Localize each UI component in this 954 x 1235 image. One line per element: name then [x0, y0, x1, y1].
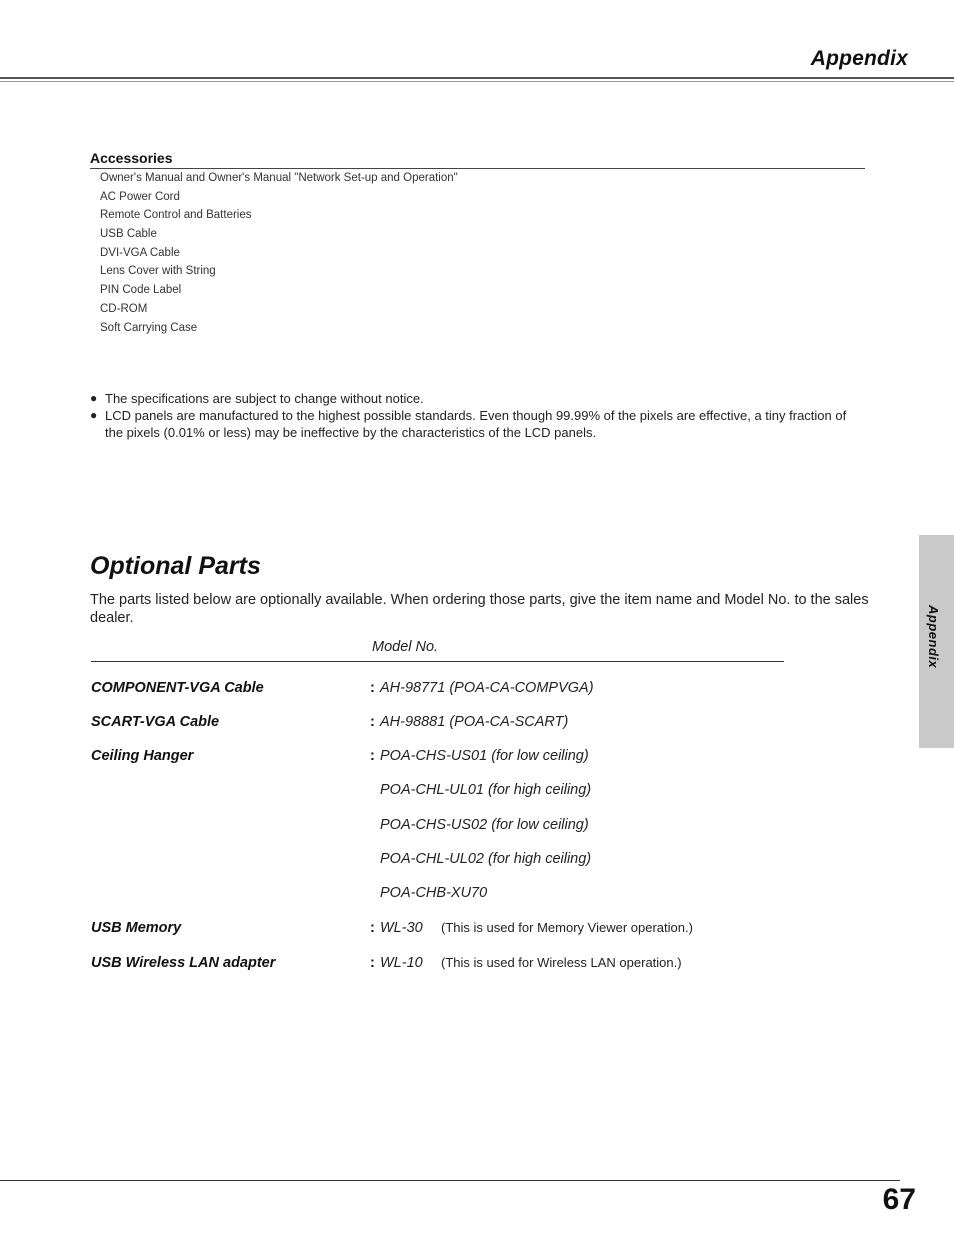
- part-name: Ceiling Hanger: [91, 748, 194, 764]
- model-number: POA-CHL-UL02 (for high ceiling): [380, 851, 592, 867]
- list-item: AC Power Cord: [100, 190, 180, 203]
- model-number: WL-10: [380, 955, 423, 971]
- model-number: POA-CHS-US01 (for low ceiling): [380, 748, 589, 764]
- note-item: [90, 390, 850, 407]
- side-section-tab: [919, 535, 954, 748]
- model-number: POA-CHB-XU70: [380, 885, 488, 901]
- accessories-list: [100, 170, 458, 338]
- separator: :: [370, 680, 375, 696]
- part-note: (This is used for Memory Viewer operation.): [441, 920, 693, 935]
- bullet-icon: ●: [90, 408, 98, 422]
- separator: :: [370, 920, 375, 936]
- model-column-header: Model No.: [372, 639, 439, 655]
- header-divider-thin: [0, 81, 954, 82]
- section-intro: The parts listed below are optionally available. When ordering those parts, give the item name and Model No. to the sales dealer.: [90, 592, 869, 626]
- separator: :: [370, 748, 375, 764]
- separator: :: [370, 955, 375, 971]
- note-text: The specifications are subject to change without notice.: [105, 391, 424, 406]
- part-name: SCART-VGA Cable: [91, 714, 220, 730]
- list-item: USB Cable: [100, 228, 157, 241]
- list-item: Owner's Manual and Owner's Manual "Network Set-up and Operation": [100, 172, 458, 184]
- model-number: AH-98771 (POA-CA-COMPVGA): [380, 680, 594, 696]
- header-divider: [0, 77, 954, 79]
- model-number: AH-98881 (POA-CA-SCART): [380, 714, 569, 730]
- part-name: COMPONENT-VGA Cable: [91, 680, 264, 696]
- part-name: USB Wireless LAN adapter: [91, 955, 276, 971]
- part-name: USB Memory: [91, 920, 182, 936]
- part-note: (This is used for Wireless LAN operation.): [441, 955, 682, 970]
- list-item: CD-ROM: [100, 302, 148, 315]
- model-number: POA-CHS-US02 (for low ceiling): [380, 817, 589, 833]
- model-number: WL-30: [380, 920, 423, 936]
- footer-divider: [0, 1180, 900, 1181]
- side-tab-label: Appendix: [926, 605, 941, 669]
- section-title: Optional Parts: [90, 552, 261, 580]
- accessories-divider: [90, 168, 865, 169]
- list-item: DVI-VGA Cable: [100, 246, 180, 259]
- note-item: [90, 407, 850, 441]
- notes-section: [90, 390, 850, 441]
- page-header-title: Appendix: [810, 47, 908, 70]
- page-number: 67: [882, 1183, 916, 1216]
- accessories-heading: Accessories: [90, 150, 173, 166]
- list-item: Remote Control and Batteries: [100, 209, 252, 222]
- list-item: PIN Code Label: [100, 284, 182, 297]
- model-number: POA-CHL-UL01 (for high ceiling): [380, 782, 592, 798]
- bullet-icon: ●: [90, 391, 98, 405]
- list-item: Lens Cover with String: [100, 265, 216, 278]
- table-divider: [91, 661, 784, 662]
- list-item: Soft Carrying Case: [100, 321, 198, 334]
- note-text: LCD panels are manufactured to the highest possible standards. Even though 99.99% of the pixels are effective, a tiny fraction of the pixels (0.01% or less) may be ineffective by the characteristics of the LCD panels.: [105, 408, 847, 440]
- separator: :: [370, 714, 375, 730]
